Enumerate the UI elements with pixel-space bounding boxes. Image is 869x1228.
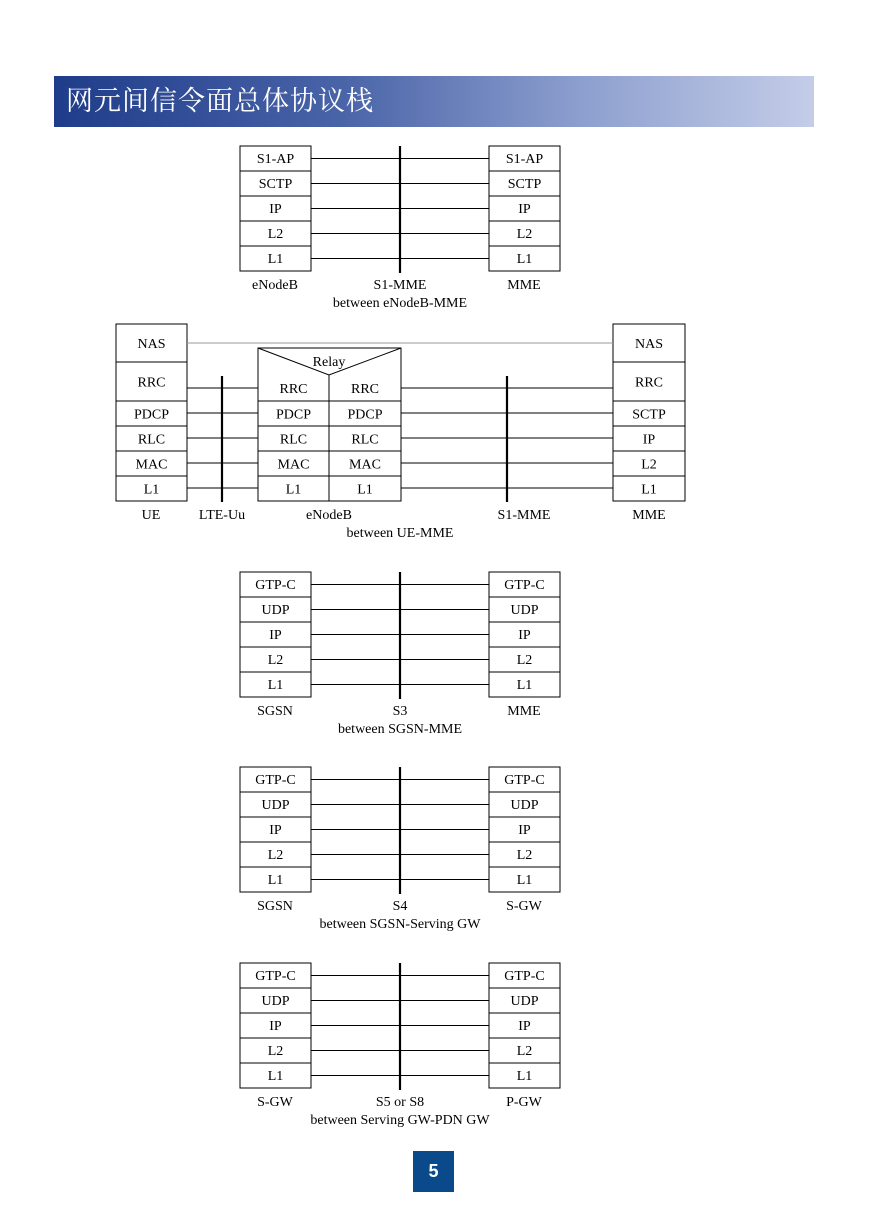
layer-label: L2 [267,848,284,863]
enodeb-right-layer-label: L1 [357,482,373,498]
layer-label: UDP [510,798,539,813]
enodeb-left-layer-label: RRC [279,382,308,397]
layer-label: SCTP [258,177,293,192]
layer-label: UDP [510,994,539,1009]
layer-label: L2 [516,848,533,863]
page-title: 网元间信令面总体协议栈 [66,86,374,117]
layer-label: L2 [516,1044,533,1059]
layer-label: GTP-C [504,773,545,788]
layer-label: L1 [516,1069,533,1084]
diagram-caption: between SGSN-MME [337,722,463,737]
layer-label: L2 [267,1044,284,1059]
layer-label: IP [518,202,531,217]
relay-label: Relay [312,355,346,370]
layer-label: GTP-C [255,773,296,788]
layer-label: S1-AP [505,152,544,167]
enodeb-left-layer-label: L1 [285,482,302,498]
layer-label: L2 [516,653,533,668]
layer-label: L1 [516,252,533,267]
layer-label: IP [518,1019,531,1034]
right-node-label: MME [507,278,541,293]
layer-label: GTP-C [504,969,545,984]
layer-label: IP [518,628,531,643]
mme-layer-label: L2 [641,457,657,473]
layer-label: IP [269,1019,282,1034]
mme-layer-label: IP [642,432,656,448]
layer-label: L1 [267,873,284,888]
ue-mme-node-label: S1-MME [497,508,551,523]
right-node-label: S-GW [506,899,542,914]
layer-label: SCTP [507,177,542,192]
layer-label: IP [269,823,282,838]
left-node-label: S-GW [257,1095,293,1110]
diagram-caption: between SGSN-Serving GW [319,917,481,932]
ue-mme-node-label: MME [632,508,666,523]
ue-mme-caption: between UE-MME [346,526,454,541]
layer-label: L2 [267,653,284,668]
layer-label: GTP-C [255,969,296,984]
layer-label: UDP [261,603,290,618]
layer-label: GTP-C [255,578,296,593]
layer-label: L1 [516,678,533,693]
left-node-label: eNodeB [252,278,298,293]
enodeb-right-layer-label: RLC [351,432,379,448]
page-number: 5 [413,1151,454,1192]
layer-label: L1 [267,252,284,267]
mme-layer-label: SCTP [632,407,666,423]
ue-layer-label: RLC [137,432,166,448]
layer-label: L1 [267,1069,284,1084]
layer-label: IP [269,202,282,217]
enodeb-left-layer-label: MAC [277,457,310,473]
mme-layer-label: L1 [641,482,657,498]
ue-layer-label: NAS [137,337,166,352]
enodeb-right-layer-label: PDCP [347,407,383,423]
ue-mme-node-label: LTE-Uu [198,508,246,523]
ue-layer-label: PDCP [133,407,170,423]
interface-label: S5 or S8 [375,1095,425,1110]
ue-layer-label: RRC [137,375,166,391]
ue-layer-label: L1 [143,482,160,498]
right-node-label: P-GW [506,1095,542,1110]
ue-mme-node-label: eNodeB [306,508,352,523]
right-node-label: MME [507,704,541,719]
interface-label: S4 [392,899,408,914]
layer-label: GTP-C [504,578,545,593]
layer-label: UDP [261,798,290,813]
left-node-label: SGSN [257,704,293,719]
layer-label: IP [518,823,531,838]
enodeb-left-layer-label: PDCP [275,407,312,423]
mme-layer-label: RRC [634,375,664,391]
ue-layer-label: MAC [135,457,168,473]
layer-label: UDP [510,603,539,618]
enodeb-right-layer-label: RRC [350,382,380,397]
layer-label: L2 [267,227,284,242]
layer-label: IP [269,628,282,643]
layer-label: UDP [261,994,290,1009]
enodeb-right-layer-label: MAC [349,457,381,473]
layer-label: L1 [267,678,284,693]
layer-label: S1-AP [256,152,295,167]
layer-label: L2 [516,227,533,242]
layer-label: L1 [516,873,533,888]
left-node-label: SGSN [257,899,293,914]
diagram-caption: between Serving GW-PDN GW [310,1113,490,1128]
interface-label: S1-MME [373,278,427,293]
ue-mme-node-label: UE [141,508,161,523]
diagram-caption: between eNodeB-MME [332,296,468,311]
mme-layer-label: NAS [634,337,664,352]
enodeb-left-layer-label: RLC [279,432,308,448]
interface-label: S3 [392,704,408,719]
